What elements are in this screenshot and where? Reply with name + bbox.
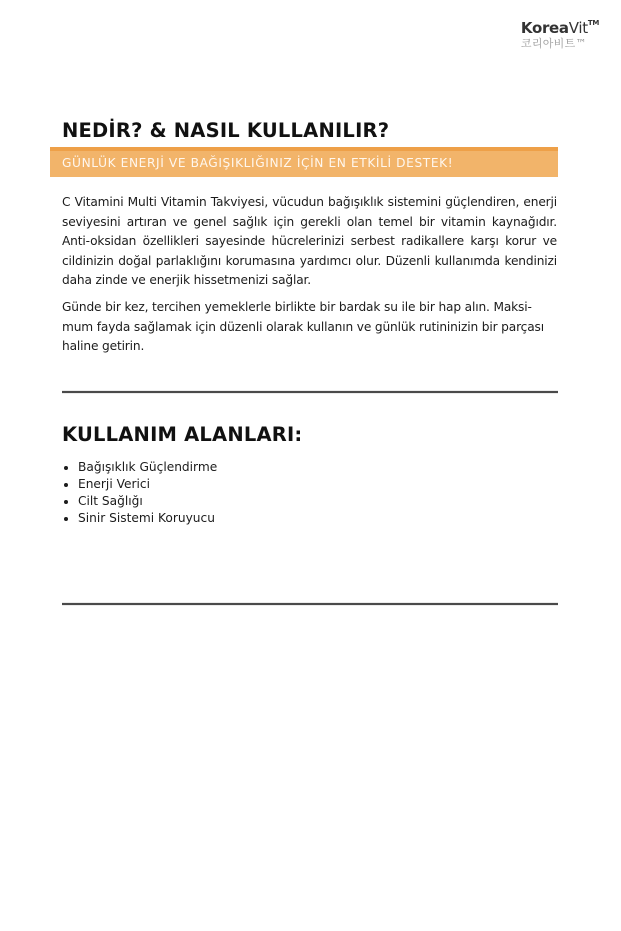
brand-name-light: Vit [568,19,588,37]
list-item [62,476,217,493]
list-item-label: Cilt Sağlığı [78,494,143,508]
bullet-icon [64,500,68,504]
description-paragraph: C Vitamini Multi Vitamin Takviyesi, vücudun bağışıklık sistemini güçlendiren, enerji seviyesini artıran ve genel sağlık için gerekli olan temel bir vitamin kaynağıdır. Anti-oksidan özellikleri sayesinde hücrelerinizi serbest radikallere karşı korur ve cildinizin doğal parlaklığını korumasına yardımcı olur. Düzenli kullanımda kendinizi daha zinde ve enerjik hissetmenizi sağlar. [62,195,557,287]
brand-name-bold: Korea [520,19,569,37]
list-item-label: Bağışıklık Güçlendirme [78,460,218,474]
section-divider [62,602,558,606]
bullet-icon [64,483,68,487]
list-item [62,510,217,527]
highlight-banner [50,147,558,177]
list-item-label: Enerji Verici [78,477,150,491]
section-title-uses: KULLANIM ALANLARI: [62,423,303,446]
section-title-what-how: NEDİR? & NASIL KULLANILIR? [62,119,390,142]
list-item [62,459,217,476]
banner-text: GÜNLÜK ENERJİ VE BAĞIŞIKLIĞINIZ İÇİN EN ETKİLİ DESTEK! [62,156,454,170]
list-item [62,493,217,510]
bullet-icon [64,466,68,470]
trademark-mark: TM [587,19,599,27]
list-item-label: Sinir Sistemi Koruyucu [78,511,215,525]
bullet-icon [64,517,68,521]
brand-name [521,21,599,36]
section-divider [62,390,558,394]
brand-korean-name: 코리아비트™ [520,37,587,50]
uses-list [62,459,217,527]
usage-paragraph: Günde bir kez, tercihen yemeklerle birlikte bir bardak su ile bir hap alın. Maksi-mum fayda sağlamak için düzenli olarak kullanın ve günlük rutininizin bir parçası haline getirin. [62,300,544,353]
brand-logo [521,21,599,49]
